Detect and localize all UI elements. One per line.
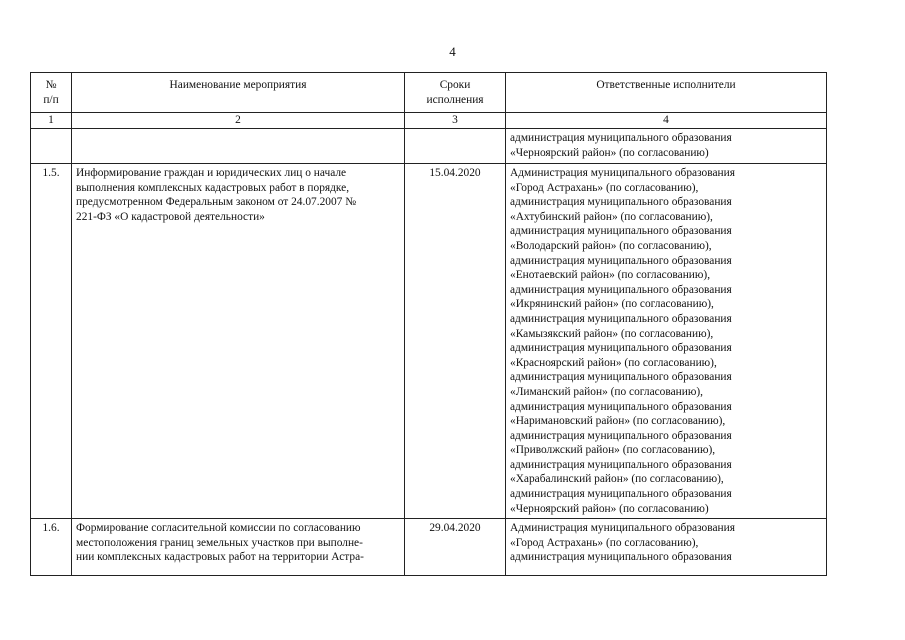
responsible-line: администрация муниципального образования (510, 283, 732, 296)
responsible-line: «Лиманский район» (по согласованию), (510, 385, 704, 398)
header-num (31, 73, 72, 113)
table-header-row (31, 73, 827, 113)
table-row (31, 519, 827, 576)
page-number: 4 (449, 44, 456, 59)
responsible-line: администрация муниципального образования (510, 342, 732, 355)
column-number: 1 (31, 113, 72, 129)
responsible-line: администрация муниципального образования (510, 132, 732, 144)
column-number: 4 (506, 113, 827, 129)
responsible-line: «Красноярский район» (по согласованию), (510, 356, 717, 369)
desc-line: предусмотренном Федеральным законом от 24.07.2007 № (76, 196, 357, 209)
cell-date: 15.04.2020 (405, 164, 506, 519)
header-name: Наименование мероприятия (72, 73, 405, 113)
desc-line: Формирование согласительной комиссии по согласованию (76, 522, 361, 535)
responsible-line: «Володарский район» (по согласованию), (510, 239, 712, 252)
responsible-line: Администрация муниципального образования (510, 522, 735, 535)
responsible-line: «Приволжский район» (по согласованию), (510, 444, 716, 457)
responsible-line: администрация муниципального образования (510, 551, 732, 564)
desc-line: выполнения комплексных кадастровых работ в порядке, (76, 181, 350, 194)
desc-line: 221-ФЗ «О кадастровой деятельности» (76, 210, 265, 223)
header-terms (405, 73, 506, 113)
responsible-line: администрация муниципального образования (510, 196, 732, 209)
header-responsible: Ответственные исполнители (506, 73, 827, 113)
cell-date (405, 129, 506, 164)
responsible-line: «Черноярский район» (по согласованию) (510, 146, 709, 159)
events-table (30, 72, 827, 576)
cell-responsible (506, 519, 827, 576)
column-number: 2 (72, 113, 405, 129)
responsible-line: администрация муниципального образования (510, 400, 732, 413)
header-num-line: п/п (43, 93, 59, 106)
header-num-line: № (45, 79, 57, 91)
header-terms-line: Сроки (439, 79, 471, 91)
responsible-line: администрация муниципального образования (510, 371, 732, 384)
table-row (31, 164, 827, 519)
cell-desc (72, 519, 405, 576)
responsible-line: администрация муниципального образования (510, 254, 732, 267)
cell-responsible (506, 129, 827, 164)
table-row-continuation (31, 129, 827, 164)
responsible-line: «Харабалинский район» (по согласованию), (510, 473, 724, 486)
responsible-line: администрация муниципального образования (510, 312, 732, 325)
cell-desc (72, 164, 405, 519)
responsible-line: «Ахтубинский район» (по согласованию), (510, 210, 713, 223)
responsible-line: «Наримановский район» (по согласованию), (510, 415, 726, 428)
responsible-line: «Енотаевский район» (по согласованию), (510, 269, 711, 282)
cell-responsible (506, 164, 827, 519)
cell-num: 1.6. (31, 519, 72, 576)
responsible-line: администрация муниципального образования (510, 429, 732, 442)
responsible-line: администрация муниципального образования (510, 488, 732, 501)
responsible-line: «Город Астрахань» (по согласованию), (510, 536, 699, 549)
responsible-line: «Камызякский район» (по согласованию), (510, 327, 714, 340)
cell-num: 1.5. (31, 164, 72, 519)
column-number: 3 (405, 113, 506, 129)
desc-line: нии комплексных кадастровых работ на территории Астра- (76, 551, 364, 564)
responsible-line: «Черноярский район» (по согласованию) (510, 502, 709, 515)
cell-num (31, 129, 72, 164)
cell-date: 29.04.2020 (405, 519, 506, 576)
desc-line: Информирование граждан и юридических лиц о начале (76, 167, 347, 179)
responsible-line: «Икрянинский район» (по согласованию), (510, 298, 714, 311)
responsible-line: администрация муниципального образования (510, 225, 732, 238)
desc-line: местоположения границ земельных участков при выполне- (76, 536, 363, 549)
header-terms-line: исполнения (426, 93, 484, 106)
cell-desc (72, 129, 405, 164)
responsible-line: администрация муниципального образования (510, 458, 732, 471)
column-number-row (31, 113, 827, 129)
responsible-line: Администрация муниципального образования (510, 167, 735, 179)
responsible-line: «Город Астрахань» (по согласованию), (510, 181, 699, 194)
